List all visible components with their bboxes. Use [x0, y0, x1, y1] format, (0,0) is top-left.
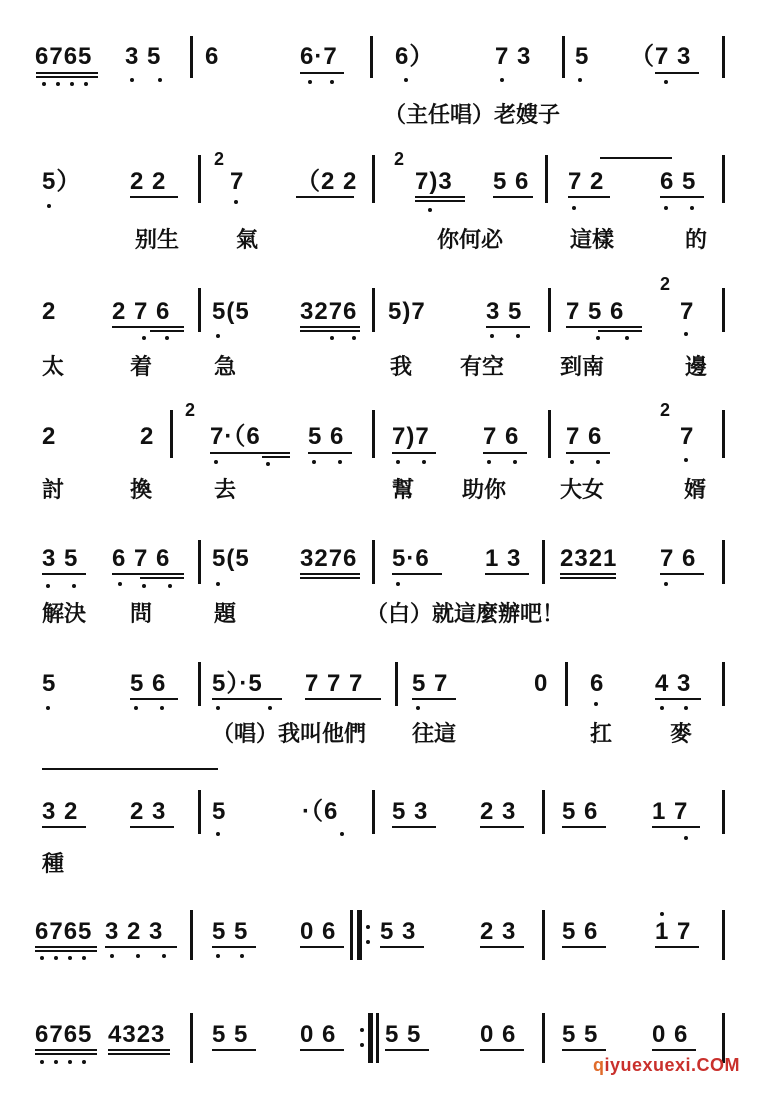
octave-dot: [82, 1060, 86, 1064]
lyric: 換: [130, 477, 153, 503]
underline: [415, 200, 465, 202]
octave-dot: [118, 582, 122, 586]
underline: [140, 577, 184, 579]
note-group: 7 6: [566, 423, 603, 450]
barline: [198, 288, 201, 332]
note-group: 2 7 6: [112, 298, 171, 325]
underline: [385, 1049, 429, 1051]
grace-note: 2: [660, 274, 672, 294]
underline: [130, 698, 178, 700]
underline: [112, 573, 184, 575]
underline: [480, 946, 524, 948]
octave-dot: [142, 584, 146, 588]
barline: [545, 155, 548, 203]
note-group: 0 6: [300, 918, 337, 945]
lyric: 幫: [392, 477, 415, 503]
note-group: 5)7: [388, 298, 426, 325]
underline: [130, 196, 178, 198]
octave-dot: [428, 208, 432, 212]
barline: [372, 790, 375, 834]
underline: [35, 1049, 97, 1051]
lyric: 這樣: [570, 227, 615, 253]
note-group: 2: [140, 423, 155, 450]
underline: [210, 452, 290, 454]
octave-dot: [54, 1060, 58, 1064]
underline: [130, 826, 174, 828]
octave-dot: [416, 706, 420, 710]
lyric: 大女: [560, 477, 605, 503]
lyric: 題: [214, 601, 237, 627]
lyric: 討: [42, 477, 65, 503]
lyric: 婿: [684, 477, 707, 503]
note-group: （2 2: [296, 168, 358, 195]
note-group: 5 5: [562, 1021, 599, 1048]
note-group: 2 3: [480, 798, 517, 825]
note-group: 0: [534, 670, 549, 697]
note-group: （7 3: [630, 43, 692, 70]
octave-dot: [490, 334, 494, 338]
octave-dot: [46, 584, 50, 588]
note-group: 0 6: [300, 1021, 337, 1048]
lyric: （唱）我叫他們: [212, 721, 367, 747]
note-group: 0 6: [652, 1021, 689, 1048]
note-group: 5: [42, 670, 57, 697]
barline: [370, 36, 373, 78]
barline: [722, 288, 725, 332]
octave-dot: [684, 836, 688, 840]
barline: [372, 410, 375, 458]
octave-dot: [158, 78, 162, 82]
octave-dot: [130, 78, 134, 82]
underline: [42, 826, 86, 828]
underline: [560, 577, 616, 579]
underline: [655, 946, 699, 948]
underline: [566, 326, 642, 328]
octave-dot: [684, 332, 688, 336]
underline: [392, 452, 436, 454]
underline: [415, 196, 465, 198]
underline: [300, 72, 344, 74]
lyric: 去: [214, 477, 237, 503]
octave-dot: [396, 582, 400, 586]
barline: [198, 790, 201, 834]
octave-dot: [338, 460, 342, 464]
lyric: 種: [42, 851, 65, 877]
underline: [652, 1049, 696, 1051]
note-group: 5: [212, 798, 227, 825]
note-group: 2321: [560, 545, 618, 572]
octave-dot: [690, 206, 694, 210]
note-group: 5 6: [562, 918, 599, 945]
underline: [36, 72, 98, 74]
octave-dot: [596, 460, 600, 464]
underline: [483, 452, 527, 454]
barline: [722, 540, 725, 584]
note-group: 7 2: [568, 168, 605, 195]
lyric: 麥: [670, 721, 693, 747]
octave-dot: [684, 706, 688, 710]
octave-dot: [84, 82, 88, 86]
underline: [568, 196, 610, 198]
underline: [300, 946, 344, 948]
note-group: 6: [205, 43, 220, 70]
barline: [542, 1013, 545, 1063]
octave-dot: [572, 206, 576, 210]
note-group: 5 6: [562, 798, 599, 825]
note-group: 5: [575, 43, 590, 70]
octave-dot: [396, 460, 400, 464]
underline: [112, 326, 184, 328]
lyric: 太: [42, 354, 65, 380]
underline: [598, 330, 642, 332]
octave-dot: [134, 706, 138, 710]
octave-dot: [340, 832, 344, 836]
underline: [35, 946, 97, 948]
note-group: 5·6: [392, 545, 430, 572]
octave-dot: [162, 954, 166, 958]
octave-dot: [500, 78, 504, 82]
octave-dot: [40, 956, 44, 960]
barline: [350, 910, 353, 960]
note-group: 7 5 6: [566, 298, 625, 325]
underline: [262, 456, 290, 458]
note-group: 2: [42, 423, 57, 450]
octave-dot: [160, 706, 164, 710]
lyric: 氣: [236, 227, 259, 253]
note-group: 5 5: [212, 918, 249, 945]
lyric: 解決: [42, 601, 87, 627]
barline: [198, 540, 201, 584]
underline: [150, 330, 184, 332]
note-group: 6 5: [660, 168, 697, 195]
octave-dot: [240, 954, 244, 958]
lyric: 你何必: [437, 227, 504, 253]
note-group: 6: [590, 670, 605, 697]
note-group: 5(5: [212, 298, 250, 325]
underline: [108, 1049, 170, 1051]
note-group: 7: [230, 168, 245, 195]
octave-dot: [664, 206, 668, 210]
barline: [376, 1013, 379, 1063]
underline: [560, 573, 616, 575]
barline: [190, 1013, 193, 1063]
watermark-logo: qiyuexuexi.COM: [592, 1055, 740, 1075]
octave-dot: [68, 956, 72, 960]
octave-dot: [266, 462, 270, 466]
barline: [722, 410, 725, 458]
barline: [722, 910, 725, 960]
note-group: 3 5: [486, 298, 523, 325]
underline: [300, 573, 360, 575]
grace-note: 2: [394, 149, 406, 169]
lyric: 問: [130, 601, 153, 627]
repeat-dot: [366, 925, 370, 929]
lyric: 邊: [685, 354, 708, 380]
octave-dot: [330, 80, 334, 84]
note-group: 5(5: [212, 545, 250, 572]
barline: [190, 36, 193, 78]
underline: [380, 946, 424, 948]
note-group: 6 7 6: [112, 545, 171, 572]
lyric: 有空: [460, 354, 505, 380]
barline: [198, 662, 201, 706]
octave-dot: [684, 458, 688, 462]
octave-dot: [404, 78, 408, 82]
underline: [655, 72, 699, 74]
note-group: 2 3: [130, 798, 167, 825]
octave-dot: [570, 460, 574, 464]
octave-dot: [168, 584, 172, 588]
octave-dot: [82, 956, 86, 960]
repeat-barline: [368, 1013, 373, 1063]
underline: [300, 577, 360, 579]
note-group: 0 6: [480, 1021, 517, 1048]
barline: [722, 36, 725, 78]
grace-note: 2: [214, 149, 226, 169]
note-group: 3 2 3: [105, 918, 164, 945]
note-group: 5 3: [392, 798, 429, 825]
underline: [412, 698, 456, 700]
barline: [722, 790, 725, 834]
octave-dot: [268, 706, 272, 710]
octave-dot: [68, 1060, 72, 1064]
barline: [542, 910, 545, 960]
repeat-dot: [366, 940, 370, 944]
underline: [652, 826, 700, 828]
underline: [660, 573, 704, 575]
note-group: 5 6: [130, 670, 167, 697]
note-group: ·（6: [302, 798, 339, 825]
lyric: 往這: [412, 721, 457, 747]
octave-dot: [487, 460, 491, 464]
lyric: （主任唱）老嫂子: [384, 102, 561, 128]
octave-dot: [46, 706, 50, 710]
barline: [395, 662, 398, 706]
tie-bracket: [600, 157, 672, 159]
note-group: 5 7: [412, 670, 449, 697]
note-group: 7·（6: [210, 423, 261, 450]
lyric: 助你: [462, 477, 507, 503]
note-group: 7: [680, 298, 695, 325]
octave-dot: [54, 956, 58, 960]
octave-dot: [165, 336, 169, 340]
note-group: 6·7: [300, 43, 338, 70]
underline: [300, 1049, 344, 1051]
note-group: 5）·5: [212, 670, 263, 697]
underline: [296, 196, 354, 198]
underline: [300, 330, 360, 332]
note-group: 5 6: [493, 168, 530, 195]
repeat-dot: [360, 1028, 364, 1032]
note-group: 6765: [35, 918, 93, 945]
underline: [36, 76, 98, 78]
lyric: 我: [390, 354, 413, 380]
underline: [212, 946, 256, 948]
note-group: 5）: [42, 168, 82, 195]
note-group: 6）: [395, 43, 435, 70]
note-group: 1 3: [485, 545, 522, 572]
barline: [542, 790, 545, 834]
lyric: 的: [685, 227, 708, 253]
note-group: 4323: [108, 1021, 166, 1048]
underline: [493, 196, 533, 198]
octave-dot: [40, 1060, 44, 1064]
octave-dot: [578, 78, 582, 82]
underline: [300, 326, 360, 328]
underline: [35, 950, 97, 952]
grace-note: 2: [660, 400, 672, 420]
octave-dot: [664, 582, 668, 586]
note-group: 7 7 7: [305, 670, 364, 697]
octave-dot: [660, 912, 664, 916]
octave-dot: [72, 584, 76, 588]
note-group: 5 6: [308, 423, 345, 450]
octave-dot: [216, 832, 220, 836]
barline: [542, 540, 545, 584]
underline: [42, 573, 86, 575]
underline: [566, 452, 610, 454]
underline: [660, 196, 704, 198]
octave-dot: [330, 336, 334, 340]
octave-dot: [142, 336, 146, 340]
underline: [108, 1053, 170, 1055]
octave-dot: [136, 954, 140, 958]
note-group: 5 3: [380, 918, 417, 945]
underline: [480, 1049, 524, 1051]
octave-dot: [70, 82, 74, 86]
barline: [372, 540, 375, 584]
note-group: 7 3: [495, 43, 532, 70]
underline: [308, 452, 352, 454]
underline: [480, 826, 524, 828]
barline: [198, 155, 201, 203]
note-group: 7 6: [483, 423, 520, 450]
barline: [372, 288, 375, 332]
barline: [548, 410, 551, 458]
octave-dot: [216, 706, 220, 710]
lyric: 扛: [590, 721, 613, 747]
barline: [562, 36, 565, 78]
lyric: 着: [130, 354, 153, 380]
barline: [548, 288, 551, 332]
barline: [190, 910, 193, 960]
barline: [722, 662, 725, 706]
note-group: 7 6: [660, 545, 697, 572]
note-group: 7)3: [415, 168, 453, 195]
note-group: 1 7: [655, 918, 692, 945]
underline: [392, 826, 436, 828]
lyric: 急: [214, 354, 237, 380]
octave-dot: [625, 336, 629, 340]
octave-dot: [664, 80, 668, 84]
note-group: 5 5: [385, 1021, 422, 1048]
octave-dot: [596, 336, 600, 340]
octave-dot: [516, 334, 520, 338]
note-group: 3 5: [42, 545, 79, 572]
octave-dot: [216, 334, 220, 338]
barline: [722, 155, 725, 203]
barline: [372, 155, 375, 203]
lyric: 别生: [135, 227, 180, 253]
grace-note: 2: [185, 400, 197, 420]
underline: [35, 1053, 97, 1055]
note-group: 1 7: [652, 798, 689, 825]
octave-dot: [56, 82, 60, 86]
note-group: 6765: [35, 1021, 93, 1048]
lyric: 到南: [560, 354, 605, 380]
repeat-dot: [360, 1043, 364, 1047]
octave-dot: [234, 200, 238, 204]
note-group: 7)7: [392, 423, 430, 450]
octave-dot: [216, 954, 220, 958]
underline: [486, 326, 530, 328]
lyric: （白）就這麼辦吧！: [366, 601, 565, 627]
octave-dot: [660, 706, 664, 710]
octave-dot: [352, 336, 356, 340]
note-group: 6765: [35, 43, 93, 70]
note-group: 4 3: [655, 670, 692, 697]
note-group: 2 3: [480, 918, 517, 945]
underline: [485, 573, 529, 575]
barline: [565, 662, 568, 706]
underline: [562, 1049, 606, 1051]
note-group: 7: [680, 423, 695, 450]
barline: [170, 410, 173, 458]
note-group: 3276: [300, 298, 358, 325]
octave-dot: [594, 702, 598, 706]
underline: [392, 573, 442, 575]
underline: [105, 946, 177, 948]
octave-dot: [110, 954, 114, 958]
octave-dot: [312, 460, 316, 464]
underline: [562, 826, 606, 828]
underline: [655, 698, 701, 700]
note-group: 3 5: [125, 43, 162, 70]
octave-dot: [47, 204, 51, 208]
underline: [212, 698, 282, 700]
note-group: 5 5: [212, 1021, 249, 1048]
note-group: 3 2: [42, 798, 79, 825]
underline: [212, 1049, 256, 1051]
octave-dot: [308, 80, 312, 84]
octave-dot: [513, 460, 517, 464]
octave-dot: [422, 460, 426, 464]
octave-dot: [216, 582, 220, 586]
octave-dot: [42, 82, 46, 86]
tie-bracket: [42, 768, 218, 770]
octave-dot: [214, 460, 218, 464]
repeat-barline: [357, 910, 362, 960]
note-group: 2: [42, 298, 57, 325]
note-group: 3276: [300, 545, 358, 572]
underline: [562, 946, 606, 948]
note-group: 2 2: [130, 168, 167, 195]
underline: [305, 698, 381, 700]
